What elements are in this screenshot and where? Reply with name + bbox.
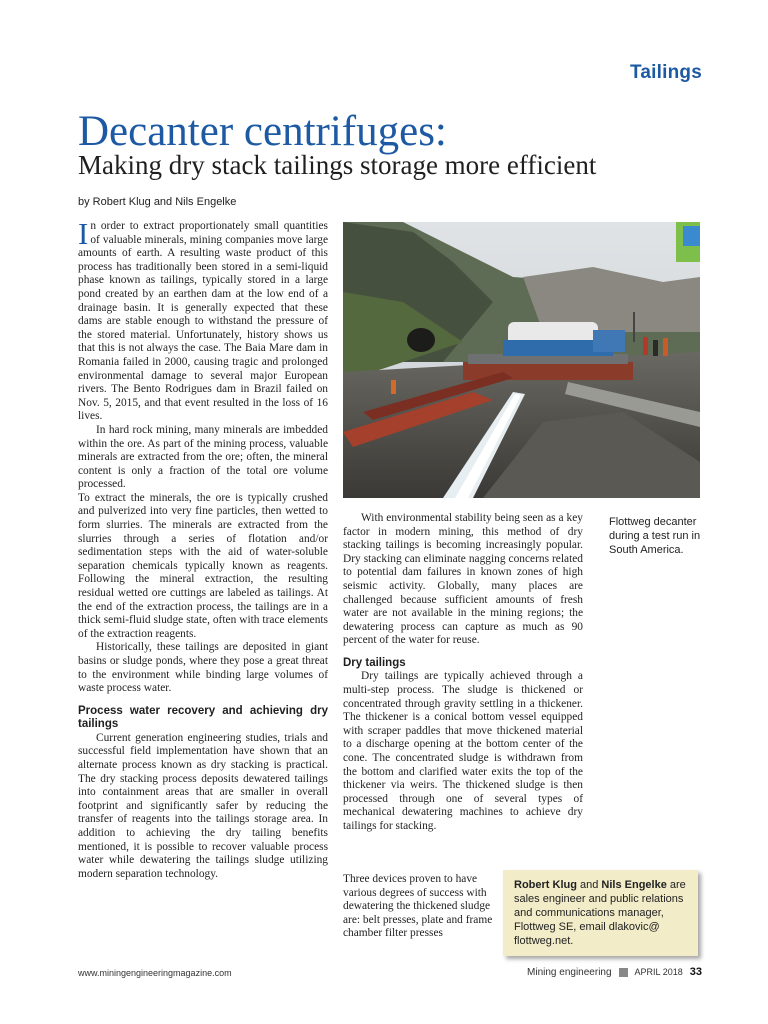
paragraph: Three devices proven to have various degrees of success with dewatering the thickened sludge are: belt presses, plate and frame chamber filter presses	[343, 873, 493, 940]
byline: by Robert Klug and Nils Engelke	[78, 196, 237, 208]
paragraph: To extract the minerals, the ore is typically crushed and pulverized into very fine particles, then wetted to form slurries. The minerals are extracted from the slurries through a series of flotation and/or sedimentation steps with the aid of water-soluble separation chemicals typically known as reagents. Following the mineral extraction, the resulting residual wetted ore cuttings are labeled as tailings. At the end of the extraction process, the tailings are in a thick semi-fluid sludge state, often with trace elements of the extraction reagents.	[78, 491, 328, 640]
author-name: Nils Engelke	[601, 879, 667, 891]
subhead-process-water: Process water recovery and achieving dry tailings	[78, 704, 328, 731]
article-column-middle	[343, 512, 583, 834]
paragraph: With environmental stability being seen as a key factor in modern mining, this method of dry stacking tailings is becoming increasingly popular. Dry stacking can eliminate nagging concerns related to potential dam failures in known zones of high seismic activity. Globally, many places are challenged because sufficient amounts of fresh water are not available in the mining regions; the dewatering process can capture as much as 90 percent of the water for reuse.	[343, 512, 583, 647]
subhead-dry-tailings: Dry tailings	[343, 656, 406, 669]
article-title: Decanter centrifuges:	[78, 108, 447, 155]
drop-cap: I	[78, 216, 89, 251]
footer-info	[527, 966, 702, 978]
paragraph: Current generation engineering studies, trials and successful field implementation have shown that an alternate process known as dry stacking is practical. The dry stacking process deposits dewatered tailings into containment areas that are smaller in overall footprint and significantly safer by reducing the transfer of reagents into the tailings storage area. In addition to achieving the dry tailing benefits mentioned, it is possible to recover valuable process water while dewatering the tailings sludge utilizing modern separation technology.	[78, 731, 328, 880]
author-bio-box: Robert Klug and Nils Engelke are sales engineer and public relations and communications manager, Flottweg SE, email dlakovic@ flottweg.net.	[503, 870, 698, 956]
article-column-left	[78, 216, 328, 881]
section-tag: Tailings	[630, 62, 702, 83]
decanter-photo-illustration	[343, 222, 700, 498]
paragraph: Dry tailings are typically achieved through a multi-step process. The sludge is thickened or concentrated through gravity settling in a thickener. The thickener is a conical bottom vessel equipped with scraper paddles that move thickened material to a discharge opening at the bottom center of the cone. The concentrated sludge is withdrawn from the bottom and clarified water exits the top of the thickener via weirs. The thickened sludge is then processed through one of several types of mechanical dewatering machines to achieve dry tailings for stacking.	[343, 670, 583, 832]
article-column-middle-narrow	[343, 873, 493, 941]
article-photo	[343, 222, 700, 498]
paragraph-intro: In order to extract proportionately small quantities of valuable minerals, mining companies move large amounts of earth. A resulting waste product of this process has traditionally been stored in a semi-liquid phase known as tailings, typically stored in a large pond created by an earthen dam at the low end of a drainage basin. It is generally expected that these dams are stable enough to withstand the pressure of the stored material. Unfortunately, history shows us that this is not always the case. The Baia Mare dam in Romania failed in 2000, causing tragic and prolonged environmental damage to several major European rivers. The Bento Rodrigues dam in Brazil failed on Nov. 5, 2015, and that event resulted in the loss of 16 lives.	[78, 216, 328, 423]
article-subtitle: Making dry stack tailings storage more efficient	[78, 150, 597, 180]
footer-magazine: Mining engineering	[527, 966, 612, 978]
author-name: Robert Klug	[514, 879, 577, 891]
figure-caption: Flottweg decanter during a test run in South America.	[609, 516, 701, 556]
footer-date: APRIL 2018	[634, 967, 683, 977]
footer-website: www.miningengineeringmagazine.com	[78, 968, 232, 978]
author-bio-text: are sales engineer and public relations and communications manager, Flottweg SE, email dlakovic@ flottweg.net.	[514, 879, 686, 947]
paragraph: In hard rock mining, many minerals are imbedded within the ore. As part of the mining process, valuable minerals are extracted from the ore; often, the mineral content is only a fraction of the total ore volume processed.	[78, 423, 328, 491]
separator-square-icon	[619, 968, 628, 977]
paragraph: Historically, these tailings are deposited in giant basins or sludge ponds, where they pose a great threat to the environment while binding large volumes of waste process water.	[78, 641, 328, 695]
page-number: 33	[689, 966, 702, 978]
